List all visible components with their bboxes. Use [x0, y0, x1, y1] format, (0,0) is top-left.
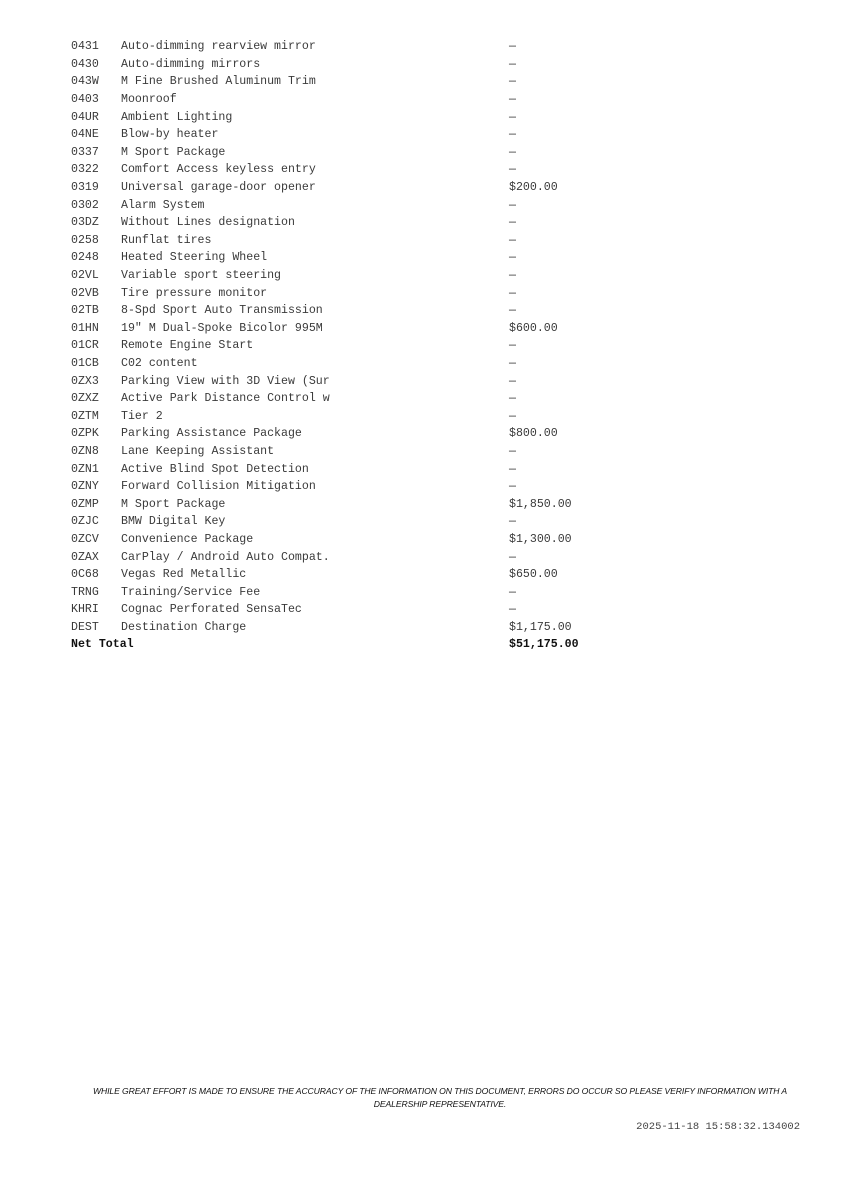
item-code: 0ZX3: [71, 374, 99, 388]
item-price: —: [509, 163, 516, 177]
line-item: [71, 337, 671, 355]
item-price: $1,850.00: [509, 497, 572, 511]
item-code: 0ZXZ: [71, 392, 99, 406]
item-description: Parking View with 3D View (Sur: [121, 374, 330, 388]
item-price: —: [509, 128, 516, 142]
item-code: 0248: [71, 251, 99, 265]
item-code: 0319: [71, 181, 99, 195]
item-price: $600.00: [509, 321, 558, 335]
line-item: [71, 355, 671, 373]
item-price: —: [509, 75, 516, 89]
line-item: [71, 91, 671, 109]
generated-timestamp: 2025-11-18 15:58:32.134002: [636, 1121, 800, 1133]
line-item: [71, 460, 671, 478]
item-description: Heated Steering Wheel: [121, 251, 268, 265]
line-item: [71, 108, 671, 126]
item-description: Moonroof: [121, 93, 177, 107]
item-code: 0431: [71, 40, 99, 54]
line-item: [71, 302, 671, 320]
item-code: 02VB: [71, 286, 99, 300]
item-code: 0ZAX: [71, 550, 99, 564]
item-price: —: [509, 550, 516, 564]
item-price: —: [509, 392, 516, 406]
item-code: DEST: [71, 620, 99, 634]
item-code: 02TB: [71, 304, 99, 318]
item-price: —: [509, 480, 516, 494]
line-item: [71, 267, 671, 285]
item-price: —: [509, 251, 516, 265]
item-price: $800.00: [509, 427, 558, 441]
item-description: Without Lines designation: [121, 216, 295, 230]
item-description: Alarm System: [121, 198, 205, 212]
item-description: Blow-by heater: [121, 128, 219, 142]
item-description: Auto-dimming rearview mirror: [121, 40, 316, 54]
item-code: 04NE: [71, 128, 99, 142]
net-total-row: [71, 636, 671, 654]
item-code: 0337: [71, 145, 99, 159]
item-code: 03DZ: [71, 216, 99, 230]
item-price: —: [509, 269, 516, 283]
line-item: [71, 73, 671, 91]
line-item: [71, 566, 671, 584]
line-item: [71, 214, 671, 232]
item-price: —: [509, 585, 516, 599]
net-total-label: Net Total: [71, 638, 134, 652]
item-code: 0ZMP: [71, 497, 99, 511]
item-description: 19" M Dual-Spoke Bicolor 995M: [121, 321, 323, 335]
line-item: [71, 144, 671, 162]
item-code: 0C68: [71, 568, 99, 582]
line-item: [71, 232, 671, 250]
item-price: —: [509, 374, 516, 388]
item-price: —: [509, 356, 516, 370]
item-price: —: [509, 216, 516, 230]
item-price: —: [509, 603, 516, 617]
line-item: [71, 320, 671, 338]
item-description: Tier 2: [121, 409, 163, 423]
item-code: 0ZN8: [71, 444, 99, 458]
item-code: 02VL: [71, 269, 99, 283]
item-description: Parking Assistance Package: [121, 427, 302, 441]
line-item: [71, 284, 671, 302]
net-total-value: $51,175.00: [509, 638, 579, 652]
item-code: 0ZPK: [71, 427, 99, 441]
item-price: $1,175.00: [509, 620, 572, 634]
item-price: —: [509, 57, 516, 71]
disclaimer-text: WHILE GREAT EFFORT IS MADE TO ENSURE THE ACCURACY OF THE INFORMATION ON THIS DOCUMENT, ERRORS DO OCCUR SO PLEASE VERIFY INFORMATION WITH A DEALERSHIP REPRESENTATIVE.: [93, 1086, 787, 1109]
item-price: —: [509, 444, 516, 458]
item-price: $650.00: [509, 568, 558, 582]
line-item: [71, 478, 671, 496]
line-item: [71, 161, 671, 179]
item-price: —: [509, 198, 516, 212]
item-code: 0430: [71, 57, 99, 71]
item-price: $1,300.00: [509, 532, 572, 546]
item-price: —: [509, 93, 516, 107]
item-description: C02 content: [121, 356, 198, 370]
item-description: Remote Engine Start: [121, 339, 254, 353]
item-code: 0403: [71, 93, 99, 107]
item-description: Vegas Red Metallic: [121, 568, 247, 582]
item-description: Lane Keeping Assistant: [121, 444, 275, 458]
line-item: [71, 56, 671, 74]
item-price: —: [509, 110, 516, 124]
item-description: Ambient Lighting: [121, 110, 233, 124]
line-item: [71, 513, 671, 531]
item-description: Cognac Perforated SensaTec: [121, 603, 302, 617]
line-item: [71, 425, 671, 443]
line-item: [71, 372, 671, 390]
line-item: [71, 196, 671, 214]
item-code: 01HN: [71, 321, 99, 335]
item-code: 0ZCV: [71, 532, 99, 546]
item-code: 0322: [71, 163, 99, 177]
line-item: [71, 601, 671, 619]
item-code: 0ZTM: [71, 409, 99, 423]
item-description: Forward Collision Mitigation: [121, 480, 316, 494]
item-description: Variable sport steering: [121, 269, 282, 283]
item-code: TRNG: [71, 585, 99, 599]
line-item: [71, 583, 671, 601]
item-description: Active Park Distance Control w: [121, 392, 330, 406]
item-price: —: [509, 304, 516, 318]
line-item: [71, 443, 671, 461]
item-description: Convenience Package: [121, 532, 254, 546]
line-item: [71, 126, 671, 144]
line-item: [71, 390, 671, 408]
item-description: Tire pressure monitor: [121, 286, 268, 300]
item-price: —: [509, 339, 516, 353]
item-description: 8-Spd Sport Auto Transmission: [121, 304, 323, 318]
line-items-list: [71, 38, 671, 654]
item-price: —: [509, 286, 516, 300]
item-description: CarPlay / Android Auto Compat.: [121, 550, 330, 564]
item-code: KHRI: [71, 603, 99, 617]
item-description: M Sport Package: [121, 145, 226, 159]
item-code: 0ZNY: [71, 480, 99, 494]
item-code: 0302: [71, 198, 99, 212]
item-code: 04UR: [71, 110, 99, 124]
item-price: $200.00: [509, 181, 558, 195]
item-code: 01CB: [71, 356, 99, 370]
line-item: [71, 179, 671, 197]
line-item: [71, 531, 671, 549]
line-item: [71, 249, 671, 267]
item-description: M Fine Brushed Aluminum Trim: [121, 75, 316, 89]
item-code: 0258: [71, 233, 99, 247]
line-item: [71, 619, 671, 637]
line-item: [71, 548, 671, 566]
item-description: Active Blind Spot Detection: [121, 462, 309, 476]
line-item: [71, 407, 671, 425]
item-description: Runflat tires: [121, 233, 212, 247]
item-code: 043W: [71, 75, 99, 89]
item-description: Destination Charge: [121, 620, 247, 634]
item-description: BMW Digital Key: [121, 515, 226, 529]
item-code: 0ZJC: [71, 515, 99, 529]
item-description: Universal garage-door opener: [121, 181, 316, 195]
item-price: —: [509, 515, 516, 529]
line-item: [71, 38, 671, 56]
item-description: Comfort Access keyless entry: [121, 163, 316, 177]
item-price: —: [509, 462, 516, 476]
item-price: —: [509, 145, 516, 159]
item-price: —: [509, 409, 516, 423]
item-code: 01CR: [71, 339, 99, 353]
line-item: [71, 495, 671, 513]
item-description: Auto-dimming mirrors: [121, 57, 261, 71]
item-price: —: [509, 233, 516, 247]
item-code: 0ZN1: [71, 462, 99, 476]
item-description: M Sport Package: [121, 497, 226, 511]
item-price: —: [509, 40, 516, 54]
item-description: Training/Service Fee: [121, 585, 261, 599]
